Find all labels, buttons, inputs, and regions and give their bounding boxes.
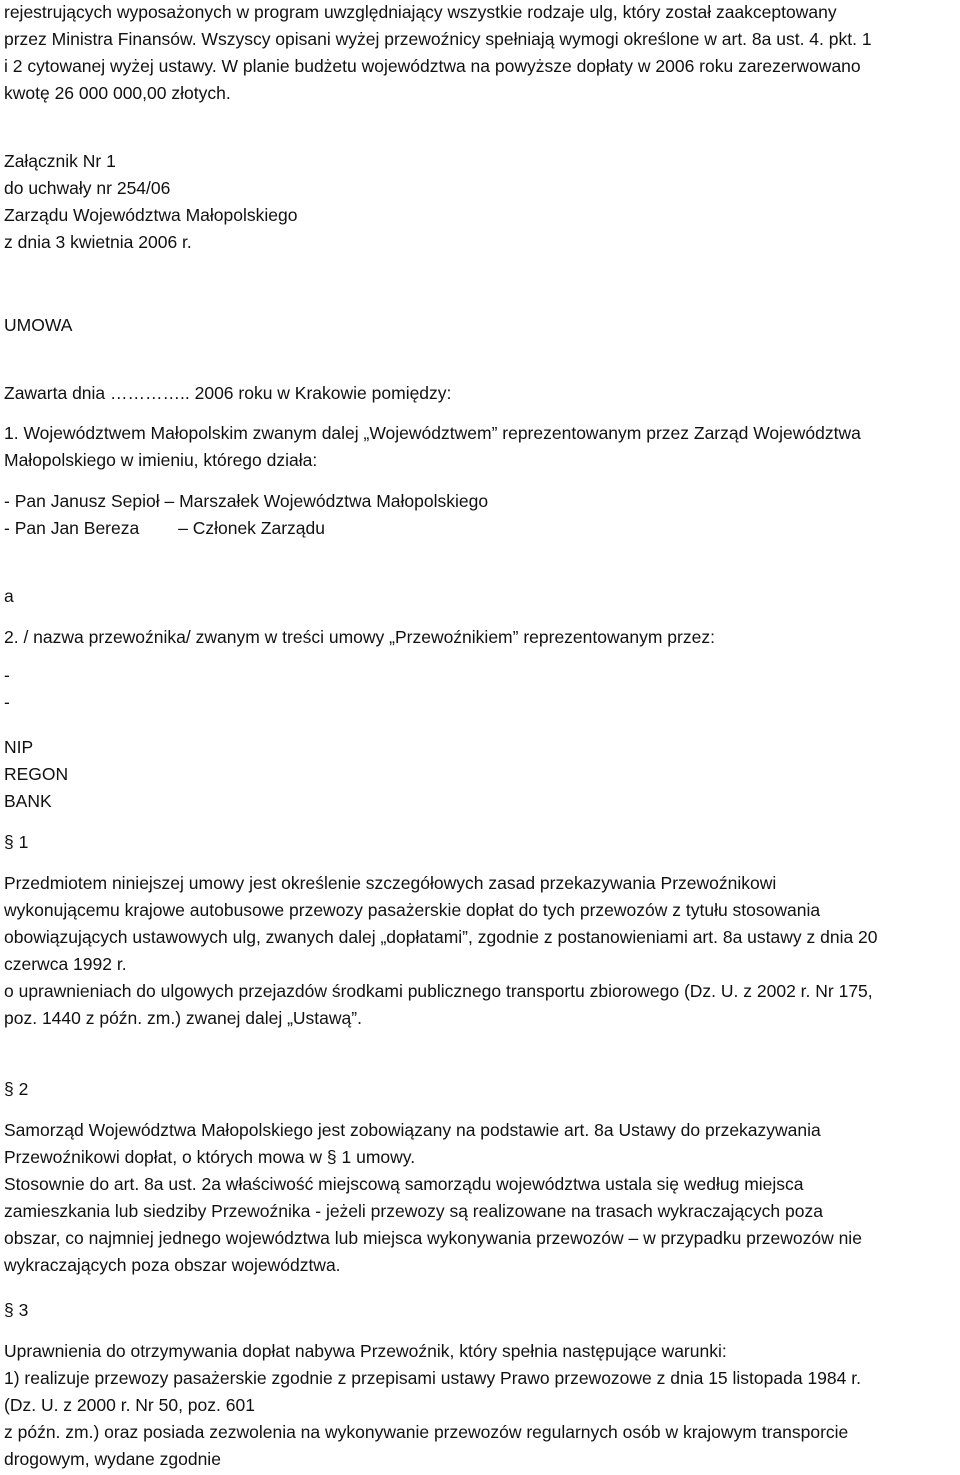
annex-header-line: do uchwały nr 254/06 <box>4 178 171 198</box>
section-3-line: (Dz. U. z 2000 r. Nr 50, poz. 601 <box>4 1395 255 1415</box>
annex-header-line: Zarządu Województwa Małopolskiego <box>4 205 298 225</box>
section-3-line: drogowym, wydane zgodnie <box>4 1449 221 1469</box>
representative-line: - Pan Jan Bereza – Członek Zarządu <box>4 518 325 538</box>
regon-label: REGON <box>4 764 69 784</box>
section-3-line: 1) realizuje przewozy pasażerskie zgodnie z przepisami ustawy Prawo przewozowe z dnia 15 listopada 1984 r. <box>4 1368 861 1388</box>
section-1-heading: § 1 <box>4 832 29 852</box>
section-2-line: wykraczających poza obszar województwa. <box>4 1255 341 1275</box>
section-3-heading: § 3 <box>4 1300 29 1320</box>
and-word: a <box>4 586 14 606</box>
section-3-line: z późn. zm.) oraz posiada zezwolenia na wykonywanie przewozów regularnych osób w krajowym transporcie <box>4 1422 849 1442</box>
contract-title: UMOWA <box>4 315 73 335</box>
intro-line: kwotę 26 000 000,00 złotych. <box>4 83 231 103</box>
party2-dash: - <box>4 692 10 712</box>
section-2-line: Stosownie do art. 8a ust. 2a właściwość miejscową samorządu województwa ustala się według miejsca <box>4 1174 804 1194</box>
annex-header-line: z dnia 3 kwietnia 2006 r. <box>4 232 192 252</box>
representative-line: - Pan Janusz Sepioł – Marszałek Województwa Małopolskiego <box>4 491 489 511</box>
party1-line: 1. Województwem Małopolskim zwanym dalej „Województwem” reprezentowanym przez Zarząd Województwa <box>4 423 861 443</box>
section-1-line: obowiązujących ustawowych ulg, zwanych dalej „dopłatami”, zgodnie z postanowieniami art. 8a ustawy z dnia 20 <box>4 927 878 947</box>
section-1-line: poz. 1440 z późn. zm.) zwanej dalej „Ustawą”. <box>4 1008 362 1028</box>
intro-line: przez Ministra Finansów. Wszyscy opisani wyżej przewoźnicy spełniają wymogi określone w art. 8a ust. 4. pkt. 1 <box>4 29 872 49</box>
section-2-line: zamieszkania lub siedziby Przewoźnika - jeżeli przewozy są realizowane na trasach wykraczających poza <box>4 1201 823 1221</box>
section-1-line: czerwca 1992 r. <box>4 954 127 974</box>
nip-label: NIP <box>4 737 34 757</box>
intro-line: i 2 cytowanej wyżej ustawy. W planie budżetu województwa na powyższe dopłaty w 2006 roku zarezerwowano <box>4 56 861 76</box>
section-1-line: Przedmiotem niniejszej umowy jest określenie szczegółowych zasad przekazywania Przewoźnikowi <box>4 873 777 893</box>
section-3-line: Uprawnienia do otrzymywania dopłat nabywa Przewoźnik, który spełnia następujące warunki: <box>4 1341 727 1361</box>
party1-line: Małopolskiego w imieniu, którego działa: <box>4 450 318 470</box>
section-2-line: obszar, co najmniej jednego województwa lub miejsca wykonywania przewozów – w przypadku przewozów nie <box>4 1228 862 1248</box>
section-1-line: o uprawnieniach do ulgowych przejazdów środkami publicznego transportu zbiorowego (Dz. U. z 2002 r. Nr 175, <box>4 981 873 1001</box>
section-2-heading: § 2 <box>4 1079 29 1099</box>
bank-label: BANK <box>4 791 52 811</box>
annex-header-line: Załącznik Nr 1 <box>4 151 116 171</box>
intro-line: rejestrujących wyposażonych w program uwzględniający wszystkie rodzaje ulg, który został zaakceptowany <box>4 2 837 22</box>
concluded-line: Zawarta dnia ………….. 2006 roku w Krakowie pomiędzy: <box>4 383 452 403</box>
section-1-line: wykonującemu krajowe autobusowe przewozy pasażerskie dopłat do tych przewozów z tytułu stosowania <box>4 900 821 920</box>
party2-dash: - <box>4 665 10 685</box>
party2-line: 2. / nazwa przewoźnika/ zwanym w treści umowy „Przewoźnikiem” reprezentowanym przez: <box>4 627 715 647</box>
section-2-line: Przewoźnikowi dopłat, o których mowa w § 1 umowy. <box>4 1147 416 1167</box>
section-2-line: Samorząd Województwa Małopolskiego jest zobowiązany na podstawie art. 8a Ustawy do przekazywania <box>4 1120 821 1140</box>
